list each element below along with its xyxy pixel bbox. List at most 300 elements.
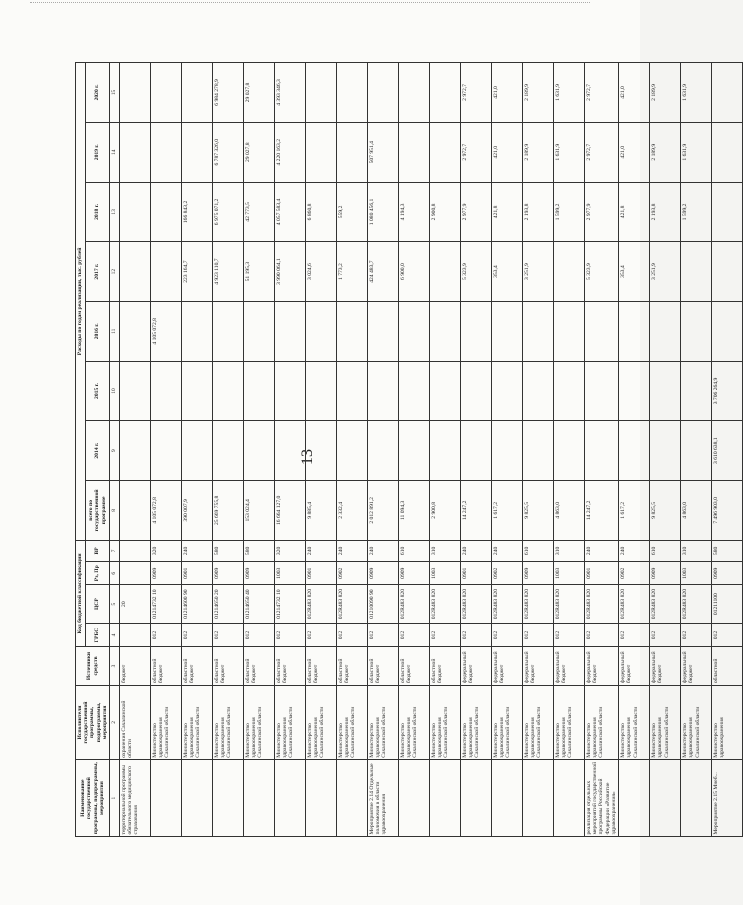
csr-cell: 012R483 820	[337, 585, 368, 623]
total-cell: 2 332,4	[337, 481, 368, 541]
source-cell: бюджет	[120, 647, 151, 685]
year-2017-cell: 5 323,9	[461, 242, 492, 302]
year-2019-cell: 421,0	[619, 122, 650, 182]
year-2018-cell: 166 843,2	[182, 182, 213, 242]
year-2016-cell	[712, 301, 743, 361]
csr-cell: 012R483 820	[554, 585, 585, 623]
budget-table	[75, 62, 743, 837]
year-2017-cell	[554, 242, 585, 302]
year-2016-cell	[182, 301, 213, 361]
year-2015-cell	[275, 361, 306, 421]
total-cell: 11 094,3	[399, 481, 430, 541]
year-2017-cell: 223 164,7	[182, 242, 213, 302]
source-cell: областной бюджет	[151, 647, 182, 685]
year-2020-cell	[368, 63, 399, 123]
vr-cell: 240	[619, 540, 650, 561]
year-2017-cell: 51 195,3	[244, 242, 275, 302]
program-name-cell: Мероприятие 2.15 Мнеб...	[712, 760, 743, 837]
scan-artifact	[30, 2, 590, 11]
rzpr-cell: 0901	[306, 562, 337, 585]
source-cell: федеральный бюджет	[523, 647, 554, 685]
program-name-cell	[399, 760, 430, 837]
year-2016-cell	[399, 301, 430, 361]
source-cell: областной бюджет	[368, 647, 399, 685]
year-2015-cell	[554, 361, 585, 421]
program-name-cell: территориальной программы обязательного медицинского страхования	[120, 760, 151, 837]
grbs-cell: 012	[244, 623, 275, 646]
total-cell	[120, 481, 151, 541]
csr-cell: 01214732 10	[275, 585, 306, 623]
vr-cell: 610	[399, 540, 430, 561]
rotated-table-area	[75, 62, 726, 837]
grbs-cell: 012	[368, 623, 399, 646]
year-2016-cell	[275, 301, 306, 361]
csr-cell: 012R483 820	[619, 585, 650, 623]
year-2019-cell: 6 787 326,0	[213, 122, 244, 182]
program-name-cell	[306, 760, 337, 837]
year-2014-cell	[368, 421, 399, 481]
vr-cell: 580	[244, 540, 275, 561]
executor-cell: Министерство здравоохранения	[712, 685, 743, 760]
table-row	[213, 63, 244, 837]
source-cell: областной бюджет	[337, 647, 368, 685]
year-2016-cell	[368, 301, 399, 361]
year-2018-cell: 1 599,2	[681, 182, 712, 242]
total-cell: 2 900,8	[430, 481, 461, 541]
csr-cell: 012R483 820	[399, 585, 430, 623]
executor-cell: Министерство здравоохранения Сахалинской области	[585, 685, 619, 760]
total-cell: 4 863,0	[681, 481, 712, 541]
vr-cell	[120, 540, 151, 561]
rzpr-cell: 0902	[337, 562, 368, 585]
year-2017-cell: 353,4	[619, 242, 650, 302]
year-2017-cell: 4 923 110,7	[213, 242, 244, 302]
grbs-cell: 012	[650, 623, 681, 646]
year-2015-cell	[368, 361, 399, 421]
year-2014-cell	[244, 421, 275, 481]
year-2014-cell	[650, 421, 681, 481]
total-cell: 4 105 072,8	[151, 481, 182, 541]
program-name-cell	[213, 760, 244, 837]
year-2018-cell: 2 900,8	[430, 182, 461, 242]
executor-cell: Министерство здравоохранения Сахалинской области	[275, 685, 306, 760]
source-cell: областной бюджет	[182, 647, 213, 685]
year-2016-cell	[337, 301, 368, 361]
source-cell: областной бюджет	[275, 647, 306, 685]
source-cell: федеральный бюджет	[585, 647, 619, 685]
year-2014-cell	[337, 421, 368, 481]
header-year: 2019 г.	[85, 122, 109, 182]
table-row	[244, 63, 275, 837]
rzpr-cell: 0901	[461, 562, 492, 585]
year-2019-cell	[337, 122, 368, 182]
year-2014-cell	[120, 421, 151, 481]
year-2017-cell: 3 024,6	[306, 242, 337, 302]
year-2014-cell	[619, 421, 650, 481]
year-2016-cell	[213, 301, 244, 361]
rotated-page	[75, 62, 726, 837]
total-cell: 16 664 127,0	[275, 481, 306, 541]
column-index-row	[110, 63, 120, 837]
vr-cell: 310	[430, 540, 461, 561]
year-2015-cell	[585, 361, 619, 421]
year-2018-cell: 6 975 071,2	[213, 182, 244, 242]
header-year: 2014 г.	[85, 421, 109, 481]
column-index-cell: 12	[110, 242, 120, 302]
table-row	[681, 63, 712, 837]
year-2017-cell: 3 251,9	[523, 242, 554, 302]
year-2020-cell	[151, 63, 182, 123]
vr-cell: 240	[182, 540, 213, 561]
grbs-cell: 012	[554, 623, 585, 646]
grbs-cell: 012	[275, 623, 306, 646]
executor-cell: охранения Сахалинской области	[120, 685, 151, 760]
rzpr-cell	[120, 562, 151, 585]
program-name-cell	[554, 760, 585, 837]
grbs-cell: 012	[523, 623, 554, 646]
csr-cell: 01214650 40	[244, 585, 275, 623]
header-source: Источники средств	[76, 647, 110, 685]
table-row	[585, 63, 619, 837]
year-2019-cell: 29 027,8	[244, 122, 275, 182]
year-2018-cell: 421,8	[619, 182, 650, 242]
year-2019-cell	[151, 122, 182, 182]
year-2018-cell: 2 193,8	[523, 182, 554, 242]
table-row	[523, 63, 554, 837]
year-2014-cell	[554, 421, 585, 481]
vr-cell: 310	[681, 540, 712, 561]
grbs-cell: 012	[182, 623, 213, 646]
csr-cell: 01211100	[712, 585, 743, 623]
table-row	[712, 63, 743, 837]
total-cell: 9 825,5	[650, 481, 681, 541]
table-row	[337, 63, 368, 837]
grbs-cell: 012	[430, 623, 461, 646]
grbs-cell: 012	[337, 623, 368, 646]
header-year: 2016 г.	[85, 301, 109, 361]
program-name-cell	[151, 760, 182, 837]
source-cell: областной бюджет	[213, 647, 244, 685]
page-number: 13	[299, 449, 316, 465]
header-year: 2015 г.	[85, 361, 109, 421]
program-name-cell	[681, 760, 712, 837]
vr-cell: 320	[275, 540, 306, 561]
header-grbs: ГРБС	[85, 623, 109, 646]
source-cell: областной бюджет	[244, 647, 275, 685]
executor-cell: Министерство здравоохранения Сахалинской области	[461, 685, 492, 760]
year-2017-cell	[151, 242, 182, 302]
vr-cell: 310	[554, 540, 585, 561]
year-2017-cell: 353,4	[492, 242, 523, 302]
year-2015-cell	[523, 361, 554, 421]
header-year: 2017 г.	[85, 242, 109, 302]
year-2014-cell	[213, 421, 244, 481]
program-name-cell: реализация отдельных мероприятий государственной программы Российской Федерации «Развитие здравоохранения»	[585, 760, 619, 837]
column-index-cell: 1	[110, 760, 120, 837]
year-2014-cell	[492, 421, 523, 481]
year-2018-cell: 2 193,8	[650, 182, 681, 242]
year-2017-cell: 6 900,0	[399, 242, 430, 302]
executor-cell: Министерство здравоохранения Сахалинской области	[430, 685, 461, 760]
total-cell: 9 825,5	[523, 481, 554, 541]
year-2020-cell	[430, 63, 461, 123]
year-2018-cell: 1 599,2	[554, 182, 585, 242]
year-2016-cell: 4 105 072,8	[151, 301, 182, 361]
year-2017-cell	[681, 242, 712, 302]
year-2018-cell: 4 057 583,4	[275, 182, 306, 242]
year-2015-cell	[399, 361, 430, 421]
executor-cell: Министерство здравоохранения Сахалинской области	[619, 685, 650, 760]
table-body	[120, 63, 743, 837]
table-row	[399, 63, 430, 837]
year-2019-cell: 2 972,7	[461, 122, 492, 182]
year-2019-cell	[399, 122, 430, 182]
grbs-cell: 012	[681, 623, 712, 646]
total-cell: 1 617,2	[492, 481, 523, 541]
header-csr: ЦСР	[85, 585, 109, 623]
rzpr-cell: 0901	[585, 562, 619, 585]
year-2016-cell	[681, 301, 712, 361]
table-row	[430, 63, 461, 837]
total-cell: 4 863,0	[554, 481, 585, 541]
grbs-cell: 012	[585, 623, 619, 646]
year-2019-cell: 2 189,9	[650, 122, 681, 182]
rzpr-cell: 1003	[430, 562, 461, 585]
year-2014-cell	[681, 421, 712, 481]
year-2019-cell	[306, 122, 337, 182]
year-2020-cell: 2 972,7	[461, 63, 492, 123]
year-2020-cell: 421,0	[619, 63, 650, 123]
executor-cell: Министерство здравоохранения Сахалинской области	[182, 685, 213, 760]
year-2020-cell	[306, 63, 337, 123]
header-rzpr: Рз, Пр	[85, 562, 109, 585]
rzpr-cell: 0909	[650, 562, 681, 585]
year-2015-cell	[120, 361, 151, 421]
rzpr-cell: 0909	[399, 562, 430, 585]
csr-cell: 012R483 820	[585, 585, 619, 623]
table-row	[182, 63, 213, 837]
source-cell: федеральный бюджет	[681, 647, 712, 685]
csr-cell: 01210090 90	[368, 585, 399, 623]
year-2014-cell	[461, 421, 492, 481]
vr-cell: 240	[337, 540, 368, 561]
rzpr-cell: 0902	[492, 562, 523, 585]
program-name-cell	[650, 760, 681, 837]
year-2019-cell: 507 951,4	[368, 122, 399, 182]
table-row	[368, 63, 399, 837]
csr-cell: 01214732 10	[151, 585, 182, 623]
year-2014-cell	[151, 421, 182, 481]
year-2020-cell: 2 189,9	[523, 63, 554, 123]
program-name-cell	[244, 760, 275, 837]
year-2015-cell	[681, 361, 712, 421]
program-name-cell	[461, 760, 492, 837]
csr-cell: 012R483 820	[430, 585, 461, 623]
vr-cell: 610	[523, 540, 554, 561]
year-2019-cell	[182, 122, 213, 182]
csr-cell: 012R483 820	[523, 585, 554, 623]
year-2015-cell	[337, 361, 368, 421]
executor-cell: Министерство здравоохранения Сахалинской области	[681, 685, 712, 760]
year-2020-cell	[712, 63, 743, 123]
grbs-cell	[120, 623, 151, 646]
year-2015-cell	[151, 361, 182, 421]
csr-cell: 012R483 820	[306, 585, 337, 623]
year-2015-cell	[213, 361, 244, 421]
csr-cell: 20	[120, 585, 151, 623]
column-index-cell: 7	[110, 540, 120, 561]
header-vr: ВР	[85, 540, 109, 561]
rzpr-cell: 0902	[619, 562, 650, 585]
rzpr-cell: 1003	[554, 562, 585, 585]
header-total: всего по государственной программе	[85, 481, 109, 541]
total-cell: 153 024,4	[244, 481, 275, 541]
year-2020-cell: 421,0	[492, 63, 523, 123]
source-cell: федеральный бюджет	[492, 647, 523, 685]
year-2018-cell	[151, 182, 182, 242]
year-2016-cell	[244, 301, 275, 361]
year-2018-cell: 6 860,8	[306, 182, 337, 242]
year-2020-cell	[182, 63, 213, 123]
year-2014-cell	[275, 421, 306, 481]
year-2015-cell	[650, 361, 681, 421]
header-budget-classification: Код бюджетной классификации	[76, 540, 86, 647]
program-name-cell	[430, 760, 461, 837]
executor-cell: Министерство здравоохранения Сахалинской области	[244, 685, 275, 760]
total-cell: 14 247,2	[585, 481, 619, 541]
year-2019-cell	[430, 122, 461, 182]
year-2016-cell	[461, 301, 492, 361]
source-cell: федеральный бюджет	[619, 647, 650, 685]
csr-cell: 01214650 20	[213, 585, 244, 623]
year-2020-cell	[399, 63, 430, 123]
column-index-cell: 11	[110, 301, 120, 361]
vr-cell: 580	[213, 540, 244, 561]
year-2018-cell: 2 977,9	[585, 182, 619, 242]
year-2020-cell: 2 972,7	[585, 63, 619, 123]
executor-cell: Министерство здравоохранения Сахалинской области	[554, 685, 585, 760]
table-row	[120, 63, 151, 837]
year-2018-cell: 4 194,3	[399, 182, 430, 242]
csr-cell: 012R483 820	[492, 585, 523, 623]
year-2020-cell: 1 631,9	[681, 63, 712, 123]
header-expenses: Расходы по годам реализации, тыс. рублей	[76, 63, 86, 541]
rzpr-cell: 0909	[151, 562, 182, 585]
column-index-cell: 14	[110, 122, 120, 182]
year-2016-cell	[430, 301, 461, 361]
year-2016-cell	[585, 301, 619, 361]
total-cell: 7 496 903,0	[712, 481, 743, 541]
year-2016-cell	[523, 301, 554, 361]
vr-cell: 240	[492, 540, 523, 561]
year-2015-cell	[182, 361, 213, 421]
source-cell: областной бюджет	[430, 647, 461, 685]
csr-cell: 012R483 820	[681, 585, 712, 623]
table-row	[554, 63, 585, 837]
rzpr-cell: 0909	[368, 562, 399, 585]
year-2017-cell: 5 323,9	[585, 242, 619, 302]
rzpr-cell: 0901	[182, 562, 213, 585]
year-2020-cell	[337, 63, 368, 123]
executor-cell: Министерство здравоохранения Сахалинской области	[492, 685, 523, 760]
program-name-cell	[619, 760, 650, 837]
year-2019-cell	[120, 122, 151, 182]
vr-cell: 240	[368, 540, 399, 561]
source-cell: федеральный бюджет	[554, 647, 585, 685]
column-index-cell: 5	[110, 585, 120, 623]
year-2020-cell: 1 631,9	[554, 63, 585, 123]
grbs-cell: 012	[399, 623, 430, 646]
year-2019-cell: 2 972,7	[585, 122, 619, 182]
year-2018-cell: 1 080 456,1	[368, 182, 399, 242]
program-name-cell	[523, 760, 554, 837]
program-name-cell	[182, 760, 213, 837]
table-row	[492, 63, 523, 837]
year-2015-cell	[306, 361, 337, 421]
program-name-cell	[337, 760, 368, 837]
year-2016-cell	[492, 301, 523, 361]
year-2018-cell	[712, 182, 743, 242]
year-2018-cell: 2 977,9	[461, 182, 492, 242]
total-cell: 9 885,4	[306, 481, 337, 541]
year-2014-cell: 3 610 638,1	[712, 421, 743, 481]
total-cell: 390 007,9	[182, 481, 213, 541]
year-2019-cell: 421,0	[492, 122, 523, 182]
year-2014-cell	[306, 421, 337, 481]
executor-cell: Министерство здравоохранения Сахалинской области	[337, 685, 368, 760]
source-cell: областной бюджет	[306, 647, 337, 685]
year-2015-cell	[244, 361, 275, 421]
year-2018-cell: 559,2	[337, 182, 368, 242]
year-2020-cell: 29 027,8	[244, 63, 275, 123]
vr-cell: 320	[151, 540, 182, 561]
year-2019-cell: 2 189,9	[523, 122, 554, 182]
csr-cell: 012R483 820	[461, 585, 492, 623]
grbs-cell: 012	[306, 623, 337, 646]
executor-cell: Министерство здравоохранения Сахалинской области	[523, 685, 554, 760]
table-row	[151, 63, 182, 837]
column-index-cell: 3	[110, 647, 120, 685]
executor-cell: Министерство здравоохранения Сахалинской области	[151, 685, 182, 760]
year-2020-cell: 4 393 346,3	[275, 63, 306, 123]
executor-cell: Министерство здравоохранения Сахалинской области	[306, 685, 337, 760]
rzpr-cell: 0909	[213, 562, 244, 585]
year-2016-cell	[306, 301, 337, 361]
executor-cell: Министерство здравоохранения Сахалинской области	[368, 685, 399, 760]
grbs-cell: 012	[213, 623, 244, 646]
grbs-cell: 012	[151, 623, 182, 646]
total-cell: 1 617,2	[619, 481, 650, 541]
year-2019-cell: 1 631,9	[681, 122, 712, 182]
executor-cell: Министерство здравоохранения Сахалинской области	[213, 685, 244, 760]
year-2019-cell	[712, 122, 743, 182]
column-index-cell: 13	[110, 182, 120, 242]
rzpr-cell: 0909	[244, 562, 275, 585]
year-2017-cell: 3 251,9	[650, 242, 681, 302]
rzpr-cell: 0909	[712, 562, 743, 585]
rzpr-cell: 0909	[523, 562, 554, 585]
column-index-cell: 8	[110, 481, 120, 541]
header-year: 2020 г.	[85, 63, 109, 123]
year-2015-cell	[430, 361, 461, 421]
year-2014-cell	[523, 421, 554, 481]
year-2017-cell: 424 483,7	[368, 242, 399, 302]
table-row	[650, 63, 681, 837]
csr-cell: 01214600 90	[182, 585, 213, 623]
csr-cell: 012R483 820	[650, 585, 681, 623]
year-2014-cell	[182, 421, 213, 481]
year-2015-cell	[461, 361, 492, 421]
